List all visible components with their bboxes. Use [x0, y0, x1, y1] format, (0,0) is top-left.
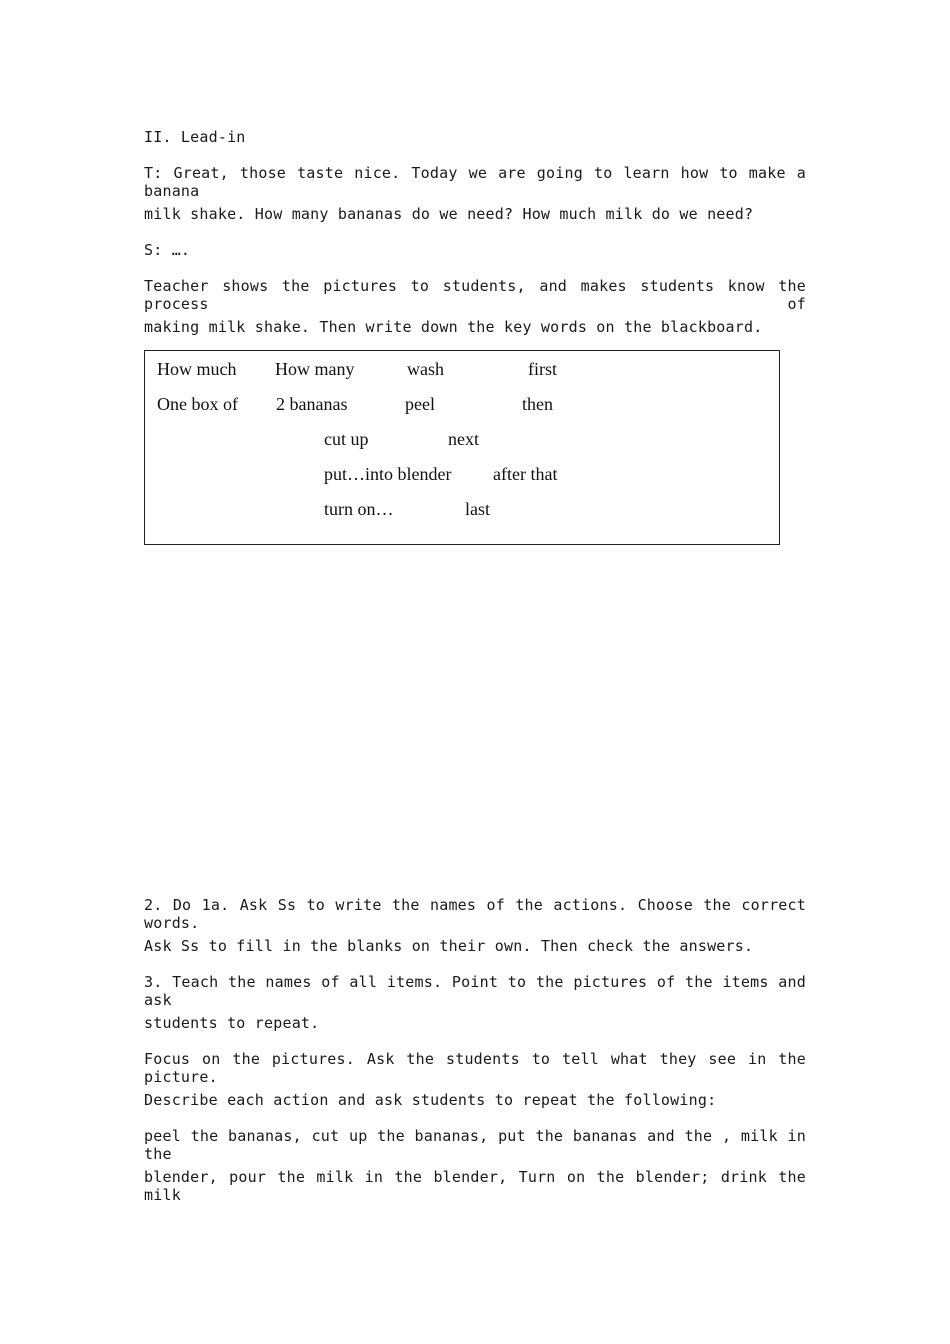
- teacher-line-1: T: Great, those taste nice. Today we are going to learn how to make a banana: [144, 164, 806, 200]
- key-word: wash: [407, 359, 444, 379]
- key-word: 2 bananas: [276, 394, 348, 414]
- step3-line-2: students to repeat.: [144, 1014, 320, 1032]
- key-word: then: [522, 394, 553, 414]
- shows-line-1: Teacher shows the pictures to students, and makes students know the process of: [144, 277, 806, 313]
- student-line: S: ….: [144, 241, 191, 259]
- key-word: peel: [405, 394, 435, 414]
- key-word: turn on…: [324, 499, 394, 519]
- key-word: next: [448, 429, 479, 449]
- section-heading: II. Lead-in: [144, 128, 246, 146]
- shows-line-2: making milk shake. Then write down the key words on the blackboard.: [144, 318, 763, 336]
- blackboard-box: [144, 350, 780, 545]
- step2-line-2: Ask Ss to fill in the blanks on their own. Then check the answers.: [144, 937, 754, 955]
- describe-line: Describe each action and ask students to repeat the following:: [144, 1091, 717, 1109]
- phrases-line-1: peel the bananas, cut up the bananas, put the bananas and the , milk in the: [144, 1127, 806, 1163]
- key-word: cut up: [324, 429, 369, 449]
- teacher-line-2: milk shake. How many bananas do we need? How much milk do we need?: [144, 205, 754, 223]
- key-word: How many: [275, 359, 355, 379]
- focus-line: Focus on the pictures. Ask the students to tell what they see in the picture.: [144, 1050, 806, 1086]
- step2-line-1: 2. Do 1a. Ask Ss to write the names of the actions. Choose the correct words.: [144, 896, 806, 932]
- step3-line-1: 3. Teach the names of all items. Point to the pictures of the items and ask: [144, 973, 806, 1009]
- key-word: How much: [157, 359, 237, 379]
- phrases-line-2: blender, pour the milk in the blender, Turn on the blender; drink the milk: [144, 1168, 806, 1204]
- key-word: first: [528, 359, 557, 379]
- key-word: after that: [493, 464, 558, 484]
- key-word: One box of: [157, 394, 238, 414]
- key-word: put…into blender: [324, 464, 452, 484]
- key-word: last: [465, 499, 490, 519]
